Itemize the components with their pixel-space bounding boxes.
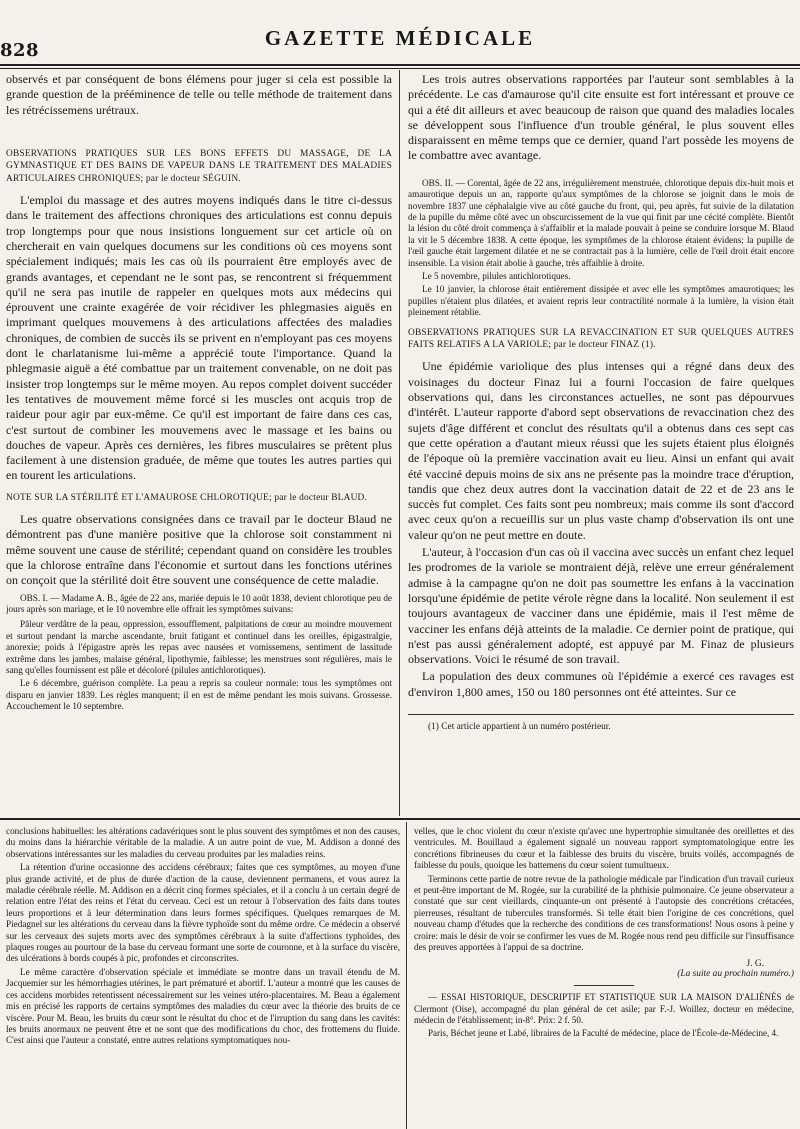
- article-paragraph: Une épidémie variolique des plus intenses qui a régné dans deux des voisinages du docteur Finaz lui a fourni l'occasion de faire quelques observations qui, dans les circonstances actuelles, ne sont pas dépourvues d'intérêt. L'auteur rapporte d'abord sept observations de revaccination chez des sujets d'âge différent et conclut des résultats qu'il a obtenus dans ces sept cas que cette opération a d'autant mieux réussi que les sujets étaient plus éloignés de l'époque où la première vaccination avait eu lieu. Ainsi un enfant qui avait été vacciné depuis moins de six ans ne présente pas la moindre trace d'éruption, tandis que chez deux autres dont la vaccination datait de 22 et de 23 ans le succès fut complet. Ces faits sont peu nombreux; mais comme ils sont d'accord avec ceux qu'on a recueillis sur un plus vaste champ d'observation ils ont une valeur qu'on ne peut mettre en doute.: [408, 359, 794, 542]
- observation-paragraph: OBS. I. — Madame A. B., âgée de 22 ans, mariée depuis le 10 août 1838, devient chlorotique peu de jours après son mariage, et le 10 novembre elle offrait les symptômes suivans:: [6, 592, 392, 615]
- page-number: 828: [0, 40, 40, 61]
- right-column: [408, 72, 794, 816]
- article-paragraph: L'emploi du massage et des autres moyens indiqués dans le titre ci-dessus dans le traitement des affections chroniques des articulations est connu depuis trop longtemps pour que nous insistions longuement sur cet article où on chercherait en vain quelques documens sur les conditions où ces moyens sont spécialement indiqués; mais les cas où ils pourraient être employés avec de grands avantages, et cependant ne le sont pas, se rencontrent si fréquemment qu'il ne sera pas inutile de rappeler en quelques mots aux médecins qui éprouvent une crainte exagérée de voir récidiver les phlegmasies aiguës en imprimant quelques mouvemens à des articulations affectées des maladies chroniques, de combien de succès ils se privent en n'employant pas ces moyens dont le charlatanisme lui-même a apprécié toute l'importance. Quand la phlegmasie aiguë a été combattue par un traitement convenable, on ne doit pas insister trop longtemps sur le même moyen. Au repos complet doivent succéder les tentatives de mouvement même forcé si les muscles ont acquis trop de raideur pour agir par eux-même. Ce qu'il est important de faire dans ces cas, c'est surtout de combiner les mouvemens avec le massage et les bains ou douches de vapeur. Après ces dernières, les fibres musculaires se prêtent plus facilement à une distension graduée, de même que toutes les autres parties qui en tourent les articulations.: [6, 193, 392, 483]
- article-title-seguin: OBSERVATIONS PRATIQUES SUR LES BONS EFFETS DU MASSAGE, DE LA GYMNASTIQUE ET DES BAINS DE VAPEUR DANS LE TRAITEMENT DES MALADIES ARTICULAIRES CHRONIQUES; par le docteur SÉGUIN.: [6, 148, 392, 184]
- review-paragraph: Le même caractère d'observation spéciale et immédiate se montre dans un travail étendu de M. Jacquemier sur les hémorrhagies utérines, le part prématuré et abortif. L'auteur a montré que les causes de ces accidens morbides retentissent nécessairement sur les veines utéro-placentaires. M. Beau a également mis en précisé les rapports de certains symptômes des maladies du cœur avec la théorie des bruits de ce viscère. Pour M. Beau, les bruits du cœur sont le résultat du choc et de l'irruption du sang dans les cavités: les bruits anormaux ne peuvent être et ne sont que des modifications du choc, des frottemens du fluide. C'est ainsi que l'auteur a constaté, entre autres relations symptomatiques nou-: [6, 966, 400, 1046]
- observation-paragraph: Le 5 novembre, pilules antichlorotiques.: [422, 271, 571, 282]
- bibliography-publisher: Paris, Béchet jeune et Labé, libraires de la Faculté de médecine, place de l'École-de-Médecine, 4.: [428, 1028, 779, 1039]
- left-column: [6, 72, 392, 816]
- bibliography-entry: — ESSAI HISTORIQUE, DESCRIPTIF ET STATISTIQUE SUR LA MAISON D'ALIÉNÉS de Clermont (Oise), accompagné du plan général de cet asile; par F.-J. Woillez, docteur en médecine, médecin de l'établissement; in-8°. Prix: 2 f. 50.: [414, 992, 794, 1025]
- continued-note: (La suite au prochain numéro.): [677, 969, 794, 980]
- review-paragraph: conclusions habituelles: les altérations cadavériques sont le plus souvent des symptômes et non des causes, du moins dans la hiérarchie véritable de la maladie. A un autre point de vue, M. Addison a donné des observations intéressantes sur les maladies du cerveau produites par les maladies reins.: [6, 826, 400, 859]
- review-paragraph: La rétention d'urine occasionne des accidens cérébraux; faites que ces symptômes, au moyen d'une plus grande activité, et de plus de durée d'action de la cause, deviennent permanens, et vous aurez la maladie cérébrale réelle. M. Addison en a décrit cinq formes spéciales, et il a conclu à un certain degré de relation entre l'état des reins et l'état du cerveau. Ceci est un retour à l'observation des faits dans toutes leurs proportions et à leur détermination dans leurs formes spécifiques. Quelques remarques de M. Piedagnel sur les altérations du cerveau dans la fièvre typhoïde sont du même ordre. Ce médecin a observé sur les cerveaux des sujets morts avec des symptômes cérébraux à la suite d'affections typhoïdes, des plaques rouges au pourtour de la base du cerveau formant une sorte de couronne, et à la surface du viscère, des ulcérations à bords coupés à pic, profondes et circonscrites.: [6, 862, 400, 964]
- bottom-right-column: [414, 826, 794, 1126]
- column-divider: [399, 70, 400, 816]
- footnote: (1) Cet article appartient à un numéro postérieur.: [428, 722, 611, 732]
- article-paragraph: Les trois autres observations rapportées par l'auteur sont semblables à la précédente. Le cas d'amaurose qu'il cite ensuite est fort intéressant et prouve ce qui a été dit ailleurs et avec beaucoup de raison que quand des maladies locales se développent sous l'influence d'un trouble général, le plus souvent elles disparaissent en même temps que ce dernier, quand l'art possède les moyens de le combattre avec avantage.: [408, 72, 794, 163]
- article-paragraph: La population des deux communes où l'épidémie a exercé ces ravages est d'environ 1,800 ames, 150 ou 180 personnes ont été atteintes. Sur ce: [408, 669, 794, 699]
- short-divider: [574, 985, 634, 986]
- observation-paragraph: Le 10 janvier, la chlorose était entièrement dissipée et avec elle les symptômes amaurotiques; les pupilles n'étaient plus dilatées, et avaient repris leur contractilité normale à la lumière, la vision était pleinement rétablie.: [408, 284, 794, 318]
- review-paragraph: Terminons cette partie de notre revue de la pathologie médicale par l'indication d'un travail curieux et peut-être important de M. Rogée, sur la curabilité de la phthisie pulmonaire. Ce jeune observateur a constaté que sur cent vieillards, cinquante-un ont présenté à l'autopsie des concrétions crétacées, pierreuses, résultant de tubercules transformés. Si telle était bien l'origine de ces concrétions, quel nouveau champ d'études que la recherche des conditions de ces transformations! Nous osons à peine y croire: mais le désir de voir se confirmer les vues de M. Rogée nous rend peu difficile sur l'insuffisance des preuves apportées à l'appui de sa doctrine.: [414, 873, 794, 953]
- footnote-divider: [408, 714, 794, 715]
- bottom-left-column: [6, 826, 400, 1126]
- observation-paragraph: OBS. II. — Corental, âgée de 22 ans, irrégulièrement menstruée, chlorotique depuis dix-huit mois et amaurotique depuis un an, rapporte qu'aux symptômes de la chlorose se joignit dans le mois de novembre 1837 une céphalalgie vive au côté gauche du front, qui, peu après, fut suivie de la dilatation de la pupille du même côté avec un obscurcissement de la vue qui finit par une cécité complète. Bientôt la lésion du côté droit commença à s'affaiblir et la malade pouvait à peine se conduire lorsque M. Blaud la vit le 5 décembre 1838. A cette époque, les symptômes de la chlorose étaient évidens; la pupille de l'œil gauche était largement dilatée et ne se contractait pas à la lumière, celle de l'œil droit était encore insensible. La vision était abolie à gauche, très affaiblie à droite.: [408, 177, 794, 268]
- intro-paragraph: observés et par conséquent de bons élémens pour juger si cela est possible la grande question de la prééminence de telle ou telle méthode de traitement dans les rétrécissemens urétraux.: [6, 72, 392, 117]
- review-paragraph: velles, que le choc violent du cœur n'existe qu'avec une hypertrophie simultanée des oreillettes et des ventricules. M. Bouillaud a également signalé un nouveau rapport symptomatologique entre les concrétions fibrineuses du cœur et la faiblesse des bruits du viscère, bruits voilés, accompagnés de faiblesse du pouls, quoique les battemens du cœur soient tumultueux.: [414, 826, 794, 871]
- page-header: [0, 0, 800, 70]
- section-rule: [0, 818, 800, 820]
- header-rule-thin: [0, 68, 800, 69]
- article-paragraph: L'auteur, à l'occasion d'un cas où il vaccina avec succès un enfant chez lequel les prodromes de la variole se montraient déjà, relève une erreur généralement admise à la campagne qu'on ne doit pas soumettre les enfans à la vaccination lorsqu'une épidémie de petite vérole règne dans la localité. Non seulement il est toujours avantageux de vacciner dans une épidémie, mais il l'est même de vacciner les enfans déjà atteints de la maladie. Ce dernier point de pratique, qui n'est pas aussi généralement adopté, est appuyé par M. Finaz de plusieurs observations. Voici le résumé de son travail.: [408, 545, 794, 667]
- article-paragraph: Les quatre observations consignées dans ce travail par le docteur Blaud ne démontrent pas d'une manière positive que la chlorose soit constamment ni même souvent une cause de stérilité; cependant quand on considère les troubles que la chlorose entraîne dans l'économie et surtout dans les fonctions utérines on conçoit que la stérilité doit être souvent une conséquence de cette maladie.: [6, 512, 392, 588]
- header-rule: [0, 64, 800, 66]
- masthead-title: GAZETTE MÉDICALE: [264, 26, 536, 50]
- article-title-blaud: NOTE SUR LA STÉRILITÉ ET L'AMAUROSE CHLOROTIQUE; par le docteur BLAUD.: [6, 492, 368, 503]
- author-signature: J. G.: [746, 959, 764, 970]
- observation-paragraph: Le 6 décembre, guérison complète. La peau a repris sa couleur normale: tous les symptômes ont disparu en janvier 1839. Les règles manquent; il en est de même pendant les mois suivans. Grossesse. Accouchement le 10 septembre.: [6, 678, 392, 712]
- column-divider-bottom: [406, 822, 407, 1129]
- article-title-finaz: OBSERVATIONS PRATIQUES SUR LA REVACCINATION ET SUR QUELQUES AUTRES FAITS RELATIFS A LA VARIOLE; par le docteur FINAZ (1).: [408, 327, 794, 351]
- observation-paragraph: Pâleur verdâtre de la peau, oppression, essoufflement, palpitations de cœur au moindre mouvement et surtout pendant la marche ascendante, bruit fatigant et continuel dans les oreilles, épigastralgie, anorexie; poids à l'épigastre après les repas avec nausées et vomissemens, sentiment de lassitude extrême dans les jambes, malaise général, lipothymie, faiblesse; les menstrues sont régulières, mais le sang qu'elles fournissent est pâle et décoloré (pilules antichlorotiques).: [6, 619, 392, 676]
